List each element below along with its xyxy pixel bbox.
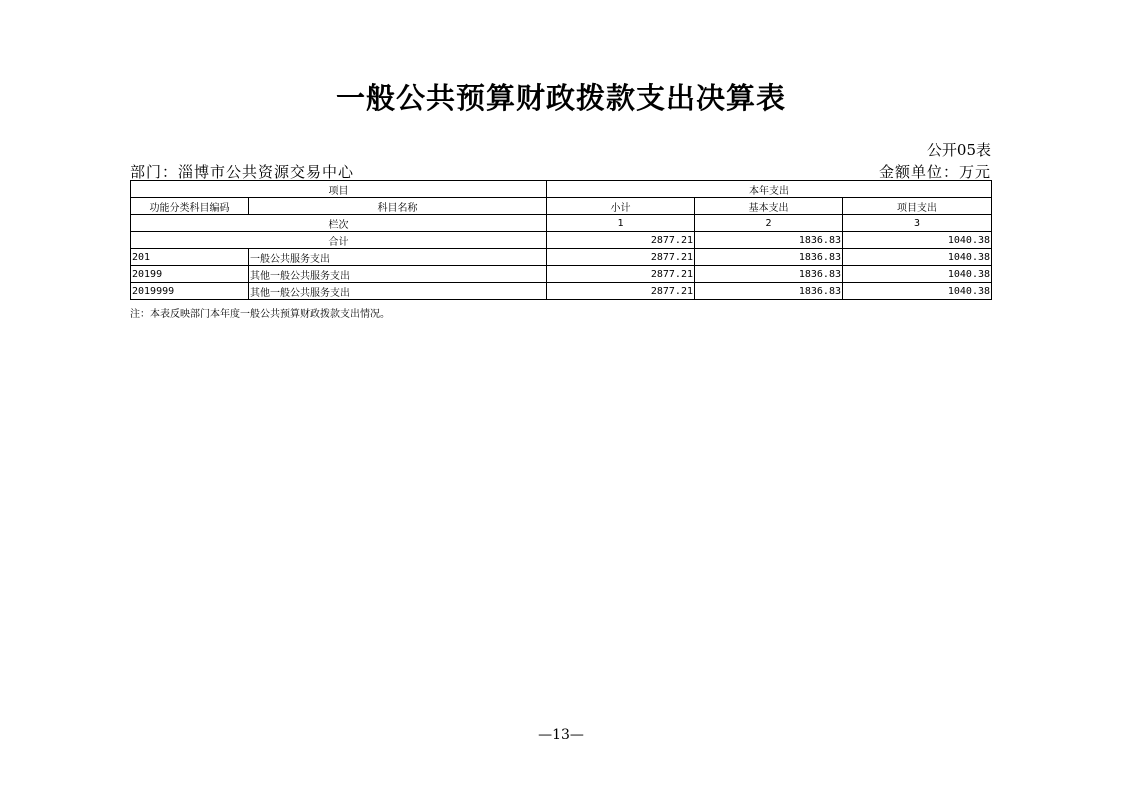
row-subtotal: 2877.21 [547,266,695,283]
header-project: 项目支出 [843,198,992,215]
page-title: 一般公共预算财政拨款支出决算表 [335,81,786,115]
row-project: 1040.38 [843,283,992,300]
table-row [131,249,992,266]
header-col1: 1 [547,215,695,232]
header-row-1 [131,181,992,198]
total-subtotal: 2877.21 [547,232,695,249]
header-code: 功能分类科目编码 [131,198,249,215]
amount-unit-label: 金额单位：万元 [878,163,991,181]
row-name: 其他一般公共服务支出 [249,283,547,300]
total-basic: 1836.83 [695,232,843,249]
row-code: 2019999 [131,283,249,300]
total-row [131,232,992,249]
header-col2: 2 [695,215,843,232]
total-project: 1040.38 [843,232,992,249]
row-basic: 1836.83 [695,283,843,300]
header-col3: 3 [843,215,992,232]
total-label: 合计 [131,232,547,249]
header-subtotal: 小计 [547,198,695,215]
department-label: 部门：淄博市公共资源交易中心 [130,163,355,181]
row-name: 其他一般公共服务支出 [249,266,547,283]
header-row-order: 栏次 [131,215,547,232]
row-basic: 1836.83 [695,266,843,283]
table-note: 注：本表反映部门本年度一般公共预算财政拨款支出情况。 [130,309,390,320]
row-project: 1040.38 [843,266,992,283]
header-basic: 基本支出 [695,198,843,215]
table-row [131,266,992,283]
row-subtotal: 2877.21 [547,249,695,266]
header-name: 科目名称 [249,198,547,215]
row-basic: 1836.83 [695,249,843,266]
header-row-3 [131,215,992,232]
header-item: 项目 [131,181,547,198]
expense-table [130,180,992,300]
row-project: 1040.38 [843,249,992,266]
form-number: 公开05表 [926,141,991,159]
header-row-2 [131,198,992,215]
row-subtotal: 2877.21 [547,283,695,300]
header-current-year-expense: 本年支出 [547,181,992,198]
page-number: —13— [538,727,584,743]
row-code: 201 [131,249,249,266]
table-row [131,283,992,300]
row-name: 一般公共服务支出 [249,249,547,266]
row-code: 20199 [131,266,249,283]
